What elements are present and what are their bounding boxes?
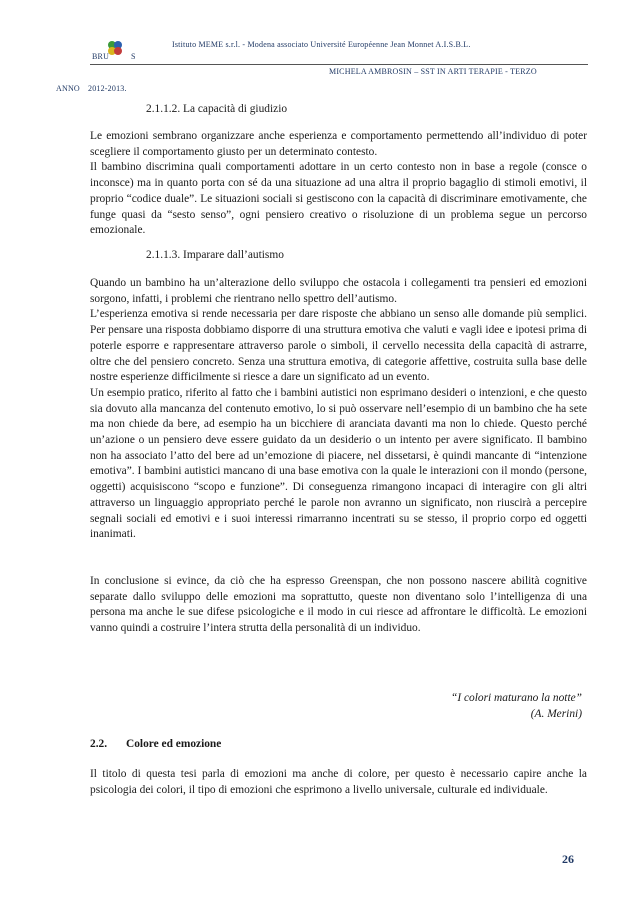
section-title-22: Colore ed emozione [126, 738, 222, 750]
section-number-22: 2.2. [90, 738, 108, 750]
institute-line: Istituto MEME s.r.l. - Modena associato Université Européenne Jean Monnet A.I.S.B.L. [172, 40, 471, 49]
year-label: ANNO [56, 84, 80, 93]
page-number: 26 [562, 852, 574, 866]
author-line: MICHELA AMBROSIN – SST IN ARTI TERAPIE - TERZO [329, 67, 537, 76]
paragraph: Il bambino discrimina quali comportamenti adottare in un certo contesto non in base a regole (consce o inconsce) ma in quanto porta con sé da una situazione ad una altra il proprio bagaglio di stimoli emotivi, il proprio “codice duale”. Le situazioni sociali si gestiscono con la capacità di discriminare emotivamente, che funge quasi da “sesto senso”, ogni pensiero creativo o risoluzione di un problema segue un percorso emozionale. [90, 161, 587, 237]
paragraph: Un esempio pratico, riferito al fatto che i bambini autistici non esprimano desideri o intenzioni, e che questo sia dovuto alla mancanza del contenuto emotivo, lo si può osservare nell’esempio di un bambino che ha sete ma non chiede da bere, ad esempio ha un bicchiere di aranciata davanti ma non lo chiede. Questo perché un’azione o un pensiero deve essere guidato da un desiderio o un intento per avere significato. Il bambino non ha associato l’atto del bere ad un’emozione di piacere, nel dissetarsi, è quindi mancante di “intenzione emotiva”. I bambini autistici mancano di una base emotiva con la quale le interazioni con il mondo (persone, oggetti) acquisiscono “scopo e funzione”. Di conseguenza rimangono incapaci di interagire con gli altri attraverso un linguaggio appropriato perché le parole non avranno un significato, non riuscirà a percepire segnali sociali ed emotivi e i suoi interessi rimarranno incentrati su se stesso, il proprio corpo ed oggetti inanimati. [90, 386, 587, 541]
section-2113-body [90, 276, 587, 543]
logo-text-right: S [131, 52, 136, 61]
logo-text-left: BRU [92, 52, 110, 61]
section-heading-2112: 2.1.1.2. La capacità di giudizio [146, 103, 288, 115]
paragraph: Il titolo di questa tesi parla di emozioni ma anche di colore, per questo è necessario capire anche la psicologia dei colori, il tipo di emozioni che esprimono a livello universale, culturale ed individuale. [90, 768, 587, 796]
paragraph: Le emozioni sembrano organizzare anche esperienza e comportamento permettendo all’individuo di poter scegliere il comportamento giusto per un determinato contesto. [90, 130, 587, 158]
paragraph: In conclusione si evince, da ciò che ha espresso Greenspan, che non possono nascere abilità cognitive separate dallo sviluppo delle emozioni ma soprattutto, queste non diventano solo l’intelligenza di una persona ma anche le sue difese psicologiche e il modo in cui riesce ad affrontare le difficoltà. Le emozioni vanno quindi a costruire l’intera strutta della personalità di un individuo. [90, 575, 587, 635]
section-2112-body [90, 129, 587, 239]
epigraph [451, 691, 582, 722]
paragraph: Quando un bambino ha un’alterazione dello sviluppo che ostacola i collegamenti tra pensieri ed emozioni sorgono, infatti, i problemi che rientrano nello spettro dell’autismo. [90, 277, 587, 305]
academic-year: 2012-2013. [88, 84, 127, 93]
conclusion-paragraph [90, 574, 587, 637]
section-22-body [90, 767, 587, 798]
quote-text: “I colori maturano la notte” [451, 692, 582, 704]
paragraph: L’esperienza emotiva si rende necessaria per dare risposte che abbiano un senso alle domande più semplici. Per pensare una risposta dobbiamo disporre di una struttura emotiva che valuti e vagli idee e ipotesi prima di poterle esporre e rappresentare attraverso parole o simboli, il cervello necessita della capacità di astrarre, oltre che del pensiero concreto. Senza una struttura emotiva, di categorie affettive, costruita sulla base delle nostre esperienze difficilmente si riesce a dare un significato ad un evento. [90, 308, 587, 384]
section-heading-2113: 2.1.1.3. Imparare dall’autismo [146, 249, 284, 261]
header-rule [90, 64, 588, 65]
quote-author: (A. Merini) [530, 707, 582, 720]
